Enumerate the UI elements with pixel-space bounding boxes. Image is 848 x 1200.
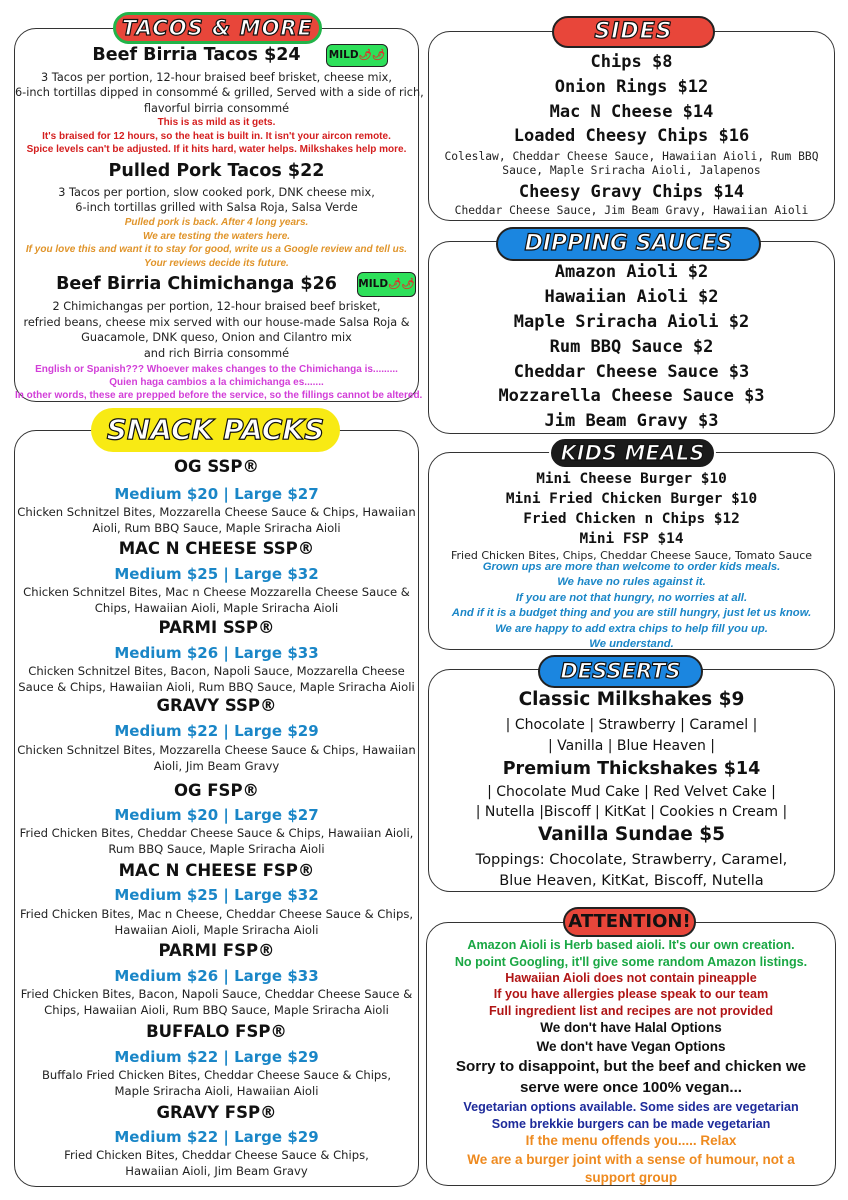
kids-item-mini-fried-chicken-burger: Mini Fried Chicken Burger $10 xyxy=(505,491,758,507)
attention-panel xyxy=(426,922,836,1186)
snack-pack-desc-2: Hawaiian Aioli, Jim Beam Gravy xyxy=(125,1164,308,1178)
desserts-panel xyxy=(428,669,835,892)
kids-item-mini-fsp: Mini FSP $14 xyxy=(579,531,684,547)
sauce-jim-beam-gravy: Jim Beam Gravy $3 xyxy=(544,411,719,431)
snack-pack-desc-1: Chicken Schnitzel Bites, Bacon, Napoli Sauce, Mozzarella Cheese xyxy=(28,664,405,678)
pulled-pork-tacos-title: Pulled Pork Tacos $22 xyxy=(108,161,325,181)
snack-pack-price: Medium $22 | Large $29 xyxy=(114,1048,319,1066)
chimichanga-note-2: Quien haga cambios a la chimichanga es....... xyxy=(109,377,324,388)
kids-note-2: We have no rules against it. xyxy=(557,576,706,588)
sides-banner: SIDES xyxy=(552,16,715,48)
dipping-sauces-panel xyxy=(428,241,835,434)
snack-pack-desc-1: Chicken Schnitzel Bites, Mozzarella Cheese Sauce & Chips, Hawaiian xyxy=(17,505,416,519)
snack-pack-price: Medium $25 | Large $32 xyxy=(114,565,319,583)
snack-pack-name: MAC N CHEESE FSP® xyxy=(118,861,315,880)
snack-pack-price: Medium $20 | Large $27 xyxy=(114,806,319,824)
thickshake-flavors-1: | Chocolate Mud Cake | Red Velvet Cake | xyxy=(487,784,776,800)
snack-pack-name: MAC N CHEESE SSP® xyxy=(118,539,315,558)
snack-pack-desc-2: Rum BBQ Sauce, Maple Sriracha Aioli xyxy=(108,842,325,856)
attention-line-1: Amazon Aioli is Herb based aioli. It's our own creation. xyxy=(467,938,795,952)
gravy-chips-desc: Cheddar Cheese Sauce, Jim Beam Gravy, Hawaiian Aioli xyxy=(454,204,809,217)
snack-pack-desc-2: Aioli, Rum BBQ Sauce, Maple Sriracha Aioli xyxy=(92,521,341,535)
mild-badge: MILD🌶🌶 xyxy=(357,272,416,297)
side-item-mac-n-cheese: Mac N Cheese $14 xyxy=(549,102,714,122)
snack-pack-name: BUFFALO FSP® xyxy=(146,1022,287,1041)
chimichanga-desc-1: 2 Chimichangas per portion, 12-hour braised beef brisket, xyxy=(52,300,381,313)
birria-note-2: It's braised for 12 hours, so the heat is built in. It isn't your aircon remote. xyxy=(42,131,391,142)
sundae-toppings-1: Toppings: Chocolate, Strawberry, Caramel, xyxy=(475,851,788,868)
attention-line-7: We don't have Vegan Options xyxy=(536,1039,726,1054)
kids-note-5: We are happy to add extra chips to help fill you up. xyxy=(495,623,768,635)
snack-pack-desc-1: Fried Chicken Bites, Bacon, Napoli Sauce, Cheddar Cheese Sauce & xyxy=(20,987,413,1001)
snack-pack-price: Medium $20 | Large $27 xyxy=(114,485,319,503)
mini-fsp-desc: Fried Chicken Bites, Chips, Cheddar Cheese Sauce, Tomato Sauce xyxy=(450,549,813,562)
attention-line-9: serve were once 100% vegan... xyxy=(519,1079,743,1096)
side-item-cheesy-gravy-chips: Cheesy Gravy Chips $14 xyxy=(518,182,745,202)
side-item-chips: Chips $8 xyxy=(590,52,673,72)
snack-pack-name: OG FSP® xyxy=(173,781,260,800)
snack-pack-desc-1: Fried Chicken Bites, Mac n Cheese, Cheddar Cheese Sauce & Chips, xyxy=(19,907,414,921)
snack-pack-desc-2: Sauce & Chips, Hawaiian Aioli, Rum BBQ Sauce, Maple Sriracha Aioli xyxy=(18,680,415,694)
snack-pack-desc-2: Chips, Hawaiian Aioli, Maple Sriracha Aioli xyxy=(94,601,339,615)
snack-pack-price: Medium $22 | Large $29 xyxy=(114,722,319,740)
chimichanga-desc-2: refried beans, cheese mix served with our house-made Salsa Roja & xyxy=(23,316,410,329)
attention-line-6: We don't have Halal Options xyxy=(540,1020,722,1035)
snack-pack-desc-2: Maple Sriracha Aioli, Hawaiian Aioli xyxy=(114,1084,319,1098)
snack-pack-price: Medium $26 | Large $33 xyxy=(114,967,319,985)
attention-line-14: support group xyxy=(584,1170,678,1185)
kids-meals-banner: KIDS MEALS xyxy=(549,437,716,469)
attention-line-4: If you have allergies please speak to our team xyxy=(493,987,769,1001)
kids-item-mini-cheese-burger: Mini Cheese Burger $10 xyxy=(536,471,727,487)
snack-pack-desc-1: Fried Chicken Bites, Cheddar Cheese Sauce & Chips, xyxy=(64,1148,369,1162)
loaded-chips-desc-1: Coleslaw, Cheddar Cheese Sauce, Hawaiian Aioli, Rum BBQ xyxy=(444,150,819,163)
snack-pack-name: GRAVY SSP® xyxy=(156,696,277,715)
snack-pack-name: PARMI FSP® xyxy=(158,941,275,960)
snack-pack-desc-2: Aioli, Jim Beam Gravy xyxy=(153,759,280,773)
sauce-hawaiian-aioli: Hawaiian Aioli $2 xyxy=(544,287,719,307)
snack-pack-name: PARMI SSP® xyxy=(158,618,275,637)
premium-thickshakes-title: Premium Thickshakes $14 xyxy=(502,759,761,779)
milkshake-flavors-2: | Vanilla | Blue Heaven | xyxy=(547,738,716,754)
dipping-sauces-banner: DIPPING SAUCES xyxy=(496,227,761,261)
thickshake-flavors-2: | Nutella |Biscoff | KitKat | Cookies n Cream | xyxy=(475,804,788,820)
classic-milkshakes-title: Classic Milkshakes $9 xyxy=(518,689,745,710)
snack-pack-desc-1: Chicken Schnitzel Bites, Mozzarella Cheese Sauce & Chips, Hawaiian xyxy=(17,743,416,757)
kids-note-3: If you are not that hungry, no worries at all. xyxy=(515,592,748,604)
birria-note-3: Spice levels can't be adjusted. If it hits hard, water helps. Milkshakes help more. xyxy=(26,144,407,155)
side-item-onion-rings: Onion Rings $12 xyxy=(554,77,709,97)
pulled-pork-note-3: If you love this and want it to stay for good, write us a Google review and tell us. xyxy=(25,244,408,255)
pulled-pork-note-2: We are testing the waters here. xyxy=(142,231,291,242)
snack-pack-price: Medium $26 | Large $33 xyxy=(114,644,319,662)
chimichanga-desc-3: Guacamole, DNK queso, Onion and Cilantro mix xyxy=(81,331,352,344)
kids-note-4: And if it is a budget thing and you are still hungry, just let us know. xyxy=(451,607,812,619)
beef-birria-tacos-desc-2: 6-inch tortillas dipped in consommé & grilled, Served with a side of rich, xyxy=(15,86,424,99)
attention-line-2: No point Googling, it'll give some random Amazon listings. xyxy=(454,955,808,969)
chili-icon: 🌶🌶 xyxy=(358,49,386,61)
attention-line-12: If the menu offends you..... Relax xyxy=(525,1133,737,1148)
snack-pack-desc-1: Buffalo Fried Chicken Bites, Cheddar Cheese Sauce & Chips, xyxy=(41,1068,392,1082)
attention-line-11: Some brekkie burgers can be made vegetarian xyxy=(491,1117,771,1131)
sides-panel xyxy=(428,31,835,221)
chimichanga-note-3: In other words, these are prepped before the service, so the fillings cannot be altered. xyxy=(15,390,423,401)
sauce-maple-sriracha-aioli: Maple Sriracha Aioli $2 xyxy=(513,312,750,332)
pulled-pork-note-1: Pulled pork is back. After 4 long years. xyxy=(124,217,309,228)
chimichanga-desc-4: and rich Birria consommé xyxy=(143,347,290,360)
snack-pack-name: OG SSP® xyxy=(174,457,259,476)
pulled-pork-desc-2: 6-inch tortillas grilled with Salsa Roja, Salsa Verde xyxy=(75,201,358,214)
desserts-banner: DESSERTS xyxy=(538,655,703,688)
snack-packs-banner: SNACK PACKS xyxy=(91,408,340,452)
snack-pack-desc-1: Fried Chicken Bites, Cheddar Cheese Sauce & Chips, Hawaiian Aioli, xyxy=(19,826,414,840)
snack-pack-price: Medium $25 | Large $32 xyxy=(114,886,319,904)
loaded-chips-desc-2: Sauce, Maple Sriracha Aioli, Jalapenos xyxy=(502,164,761,177)
snack-pack-desc-1: Chicken Schnitzel Bites, Mac n Cheese Mozzarella Cheese Sauce & xyxy=(23,585,410,599)
snack-pack-desc-2: Hawaiian Aioli, Maple Sriracha Aioli xyxy=(114,923,319,937)
attention-line-10: Vegetarian options available. Some sides are vegetarian xyxy=(463,1100,799,1114)
chimichanga-note-1: English or Spanish??? Whoever makes changes to the Chimichanga is......... xyxy=(35,364,398,375)
beef-birria-tacos-desc-1: 3 Tacos per portion, 12-hour braised beef brisket, cheese mix, xyxy=(41,71,392,84)
tacos-banner: TACOS & MORE xyxy=(113,12,322,44)
snack-pack-desc-2: Chips, Hawaiian Aioli, Rum BBQ Sauce, Maple Sriracha Aioli xyxy=(44,1003,389,1017)
pulled-pork-desc-1: 3 Tacos per portion, slow cooked pork, DNK cheese mix, xyxy=(58,186,375,199)
pulled-pork-note-4: Your reviews decide its future. xyxy=(144,258,289,269)
sauce-rum-bbq: Rum BBQ Sauce $2 xyxy=(549,337,714,357)
vanilla-sundae-title: Vanilla Sundae $5 xyxy=(537,824,726,845)
sauce-cheddar-cheese: Cheddar Cheese Sauce $3 xyxy=(513,362,750,382)
sauce-mozzarella-cheese: Mozzarella Cheese Sauce $3 xyxy=(498,386,765,406)
attention-banner: ATTENTION! xyxy=(563,907,696,937)
kids-meals-panel xyxy=(428,452,835,650)
attention-line-3: Hawaiian Aioli does not contain pineapple xyxy=(505,971,757,985)
birria-note-1: This is as mild as it gets. xyxy=(157,117,276,128)
milkshake-flavors-1: | Chocolate | Strawberry | Caramel | xyxy=(505,717,758,733)
beef-birria-tacos-desc-3: flavorful birria consommé xyxy=(143,102,290,115)
snack-packs-panel xyxy=(14,430,419,1187)
snack-pack-price: Medium $22 | Large $29 xyxy=(114,1128,319,1146)
attention-line-13: We are a burger joint with a sense of humour, not a xyxy=(467,1152,795,1167)
snack-pack-name: GRAVY FSP® xyxy=(156,1103,277,1122)
kids-item-fried-chicken-n-chips: Fried Chicken n Chips $12 xyxy=(523,511,740,527)
side-item-loaded-cheesy-chips: Loaded Cheesy Chips $16 xyxy=(513,126,750,146)
sundae-toppings-2: Blue Heaven, KitKat, Biscoff, Nutella xyxy=(499,872,764,889)
tacos-panel xyxy=(14,28,424,402)
sauce-amazon-aioli: Amazon Aioli $2 xyxy=(554,262,709,282)
attention-line-5: Full ingredient list and recipes are not provided xyxy=(488,1004,774,1018)
mild-badge: MILD🌶🌶 xyxy=(326,44,388,67)
beef-birria-tacos-title: Beef Birria Tacos $24 xyxy=(92,45,301,65)
chimichanga-title: Beef Birria Chimichanga $26 xyxy=(56,274,337,294)
chili-icon: 🌶🌶 xyxy=(388,278,415,290)
kids-note-1: Grown ups are more than welcome to order kids meals. xyxy=(482,561,781,573)
kids-note-6: We understand. xyxy=(589,638,674,650)
attention-line-8: Sorry to disappoint, but the beef and chicken we xyxy=(455,1058,807,1075)
